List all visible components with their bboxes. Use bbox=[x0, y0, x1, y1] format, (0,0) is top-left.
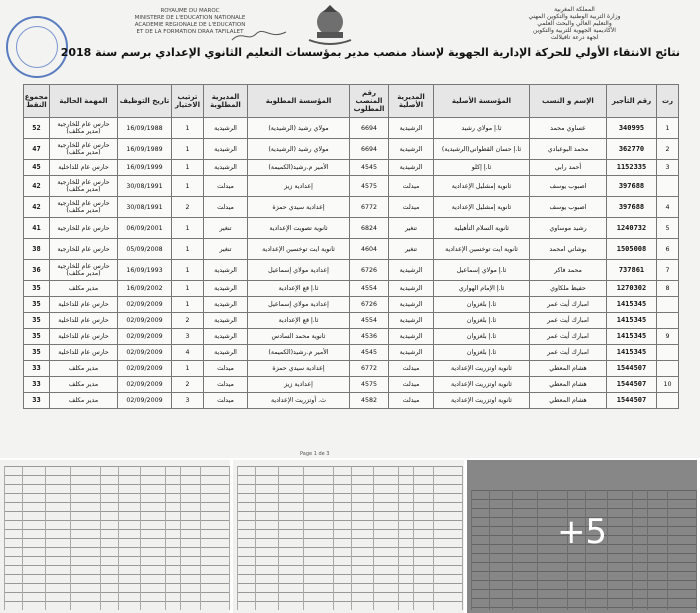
current-task: حارس عام للخارجية (مدير مكلف) bbox=[50, 197, 118, 218]
origin-directorate: ميدلت bbox=[389, 361, 434, 377]
requested-directorate: الرشيدية bbox=[204, 345, 248, 361]
total-points: 45 bbox=[24, 160, 50, 176]
salary-number: 1415345 bbox=[607, 345, 657, 361]
salary-number: 397688 bbox=[607, 197, 657, 218]
total-points: 35 bbox=[24, 329, 50, 345]
origin-school: ثانوية اوتزريت الإعدادية bbox=[434, 361, 530, 377]
table-row bbox=[24, 329, 679, 345]
choice-order: 4 bbox=[172, 345, 204, 361]
header-left-line: MINISTERE DE L'EDUCATION NATIONALE bbox=[134, 15, 246, 21]
row-number: 1 bbox=[657, 118, 679, 139]
total-points: 36 bbox=[24, 260, 50, 281]
table-row bbox=[24, 260, 679, 281]
requested-directorate: الرشيدية bbox=[204, 297, 248, 313]
origin-directorate: ميدلت bbox=[389, 197, 434, 218]
salary-number: 1415345 bbox=[607, 313, 657, 329]
choice-order: 2 bbox=[172, 313, 204, 329]
full-name: اصبوب يوسف bbox=[530, 197, 607, 218]
total-points: 35 bbox=[24, 313, 50, 329]
salary-number: 1240732 bbox=[607, 218, 657, 239]
salary-number: 1544507 bbox=[607, 377, 657, 393]
current-task: مدير مكلف bbox=[50, 361, 118, 377]
origin-directorate: الرشيدية bbox=[389, 297, 434, 313]
requested-school: ثا.إ قع الإعدادية bbox=[248, 313, 350, 329]
hiring-date: 02/09/2009 bbox=[118, 345, 172, 361]
total-points: 35 bbox=[24, 281, 50, 297]
post-number: 6726 bbox=[350, 297, 389, 313]
row-number: 4 bbox=[657, 197, 679, 218]
photo-gallery bbox=[0, 460, 700, 613]
row-number: 3 bbox=[657, 160, 679, 176]
hiring-date: 16/09/2002 bbox=[118, 281, 172, 297]
requested-school: الأمير م.رشيد(الكميمة) bbox=[248, 345, 350, 361]
current-task: حارس عام للخارجية (مدير مكلف) bbox=[50, 176, 118, 197]
salary-number: 1152335 bbox=[607, 160, 657, 176]
hiring-date: 30/08/1991 bbox=[118, 176, 172, 197]
origin-school: ثانوية إمشليل الإعدادية bbox=[434, 176, 530, 197]
row-number bbox=[657, 345, 679, 361]
column-header: المؤسسة المطلوبة bbox=[248, 85, 350, 118]
gallery-thumbnail[interactable] bbox=[233, 460, 467, 613]
choice-order: 1 bbox=[172, 118, 204, 139]
choice-order: 1 bbox=[172, 176, 204, 197]
origin-directorate: الرشيدية bbox=[389, 345, 434, 361]
post-number: 6772 bbox=[350, 197, 389, 218]
column-header: المؤسسة الأصلية bbox=[434, 85, 530, 118]
choice-order: 1 bbox=[172, 160, 204, 176]
column-header: الإسم و النسب bbox=[530, 85, 607, 118]
total-points: 52 bbox=[24, 118, 50, 139]
post-number: 6772 bbox=[350, 361, 389, 377]
results-table bbox=[23, 84, 679, 409]
salary-number: 1505008 bbox=[607, 239, 657, 260]
origin-school: ثا.إ إكلو bbox=[434, 160, 530, 176]
table-row bbox=[24, 313, 679, 329]
current-task: حارس عام للخارجية (مدير مكلف) bbox=[50, 139, 118, 160]
full-name: بوشاتي امحمد bbox=[530, 239, 607, 260]
origin-school: ثا.إ مولاي رشيد bbox=[434, 118, 530, 139]
hiring-date: 02/09/2009 bbox=[118, 329, 172, 345]
table-row bbox=[24, 218, 679, 239]
current-task: حارس عام للخارجية (مدير مكلف) bbox=[50, 260, 118, 281]
origin-school: ثانوية السلام التأهيلية bbox=[434, 218, 530, 239]
origin-school: ثا.إ حسان القطواني(الرشيدية) bbox=[434, 139, 530, 160]
current-task: حارس عام للخارجية bbox=[50, 218, 118, 239]
requested-directorate: ميدلت bbox=[204, 361, 248, 377]
total-points: 35 bbox=[24, 345, 50, 361]
post-number: 6694 bbox=[350, 118, 389, 139]
current-task: حارس عام للداخلية bbox=[50, 345, 118, 361]
requested-school: إعدادية مولاي إسماعيل bbox=[248, 297, 350, 313]
hiring-date: 16/09/1993 bbox=[118, 260, 172, 281]
total-points: 38 bbox=[24, 239, 50, 260]
post-number: 4554 bbox=[350, 281, 389, 297]
header-right bbox=[457, 6, 692, 41]
hiring-date: 16/09/1988 bbox=[118, 118, 172, 139]
row-number: 9 bbox=[657, 329, 679, 345]
salary-number: 397688 bbox=[607, 176, 657, 197]
current-task: مدير مكلف bbox=[50, 393, 118, 409]
row-number bbox=[657, 313, 679, 329]
requested-directorate: الرشيدية bbox=[204, 313, 248, 329]
header-left-line: ACADEMIE REGIONALE DE L'EDUCATION bbox=[134, 22, 246, 28]
origin-directorate: الرشيدية bbox=[389, 281, 434, 297]
row-number: 2 bbox=[657, 139, 679, 160]
full-name: هشام المعطي bbox=[530, 377, 607, 393]
requested-directorate: ميدلت bbox=[204, 393, 248, 409]
origin-directorate: الرشيدية bbox=[389, 160, 434, 176]
post-number: 4545 bbox=[350, 345, 389, 361]
signature bbox=[230, 28, 290, 44]
requested-directorate: تنغير bbox=[204, 239, 248, 260]
row-number: 7 bbox=[657, 260, 679, 281]
table-row bbox=[24, 297, 679, 313]
origin-directorate: الرشيدية bbox=[389, 118, 434, 139]
current-task: حارس عام للخارجية (مدير مكلف) bbox=[50, 118, 118, 139]
full-name: امبارك أيت عمر bbox=[530, 329, 607, 345]
salary-number: 1415345 bbox=[607, 329, 657, 345]
full-name: امبارك أيت عمر bbox=[530, 345, 607, 361]
requested-directorate: الرشيدية bbox=[204, 329, 248, 345]
official-stamp bbox=[6, 16, 68, 78]
choice-order: 1 bbox=[172, 260, 204, 281]
table-row bbox=[24, 139, 679, 160]
total-points: 42 bbox=[24, 197, 50, 218]
column-header: المهمة الحالية bbox=[50, 85, 118, 118]
salary-number: 1544507 bbox=[607, 361, 657, 377]
choice-order: 3 bbox=[172, 329, 204, 345]
header-right-line: لجهة درعة تافيلالت bbox=[550, 34, 599, 41]
full-name: امبارك أيت عمر bbox=[530, 313, 607, 329]
page-number: Page 1 de 3 bbox=[300, 451, 330, 457]
origin-directorate: ميدلت bbox=[389, 393, 434, 409]
row-number: 5 bbox=[657, 218, 679, 239]
hiring-date: 05/09/2008 bbox=[118, 239, 172, 260]
requested-school: إعدادية سيدي حمزة bbox=[248, 197, 350, 218]
total-points: 47 bbox=[24, 139, 50, 160]
requested-school: إعدادية زيز bbox=[248, 176, 350, 197]
hiring-date: 02/09/2009 bbox=[118, 377, 172, 393]
full-name: عساوي محمد bbox=[530, 118, 607, 139]
choice-order: 2 bbox=[172, 197, 204, 218]
column-header: المديرية المطلوبة bbox=[204, 85, 248, 118]
origin-school: ثا.إ بلغزوان bbox=[434, 297, 530, 313]
choice-order: 1 bbox=[172, 239, 204, 260]
choice-order: 2 bbox=[172, 377, 204, 393]
row-number bbox=[657, 297, 679, 313]
origin-directorate: الرشيدية bbox=[389, 329, 434, 345]
row-number: 6 bbox=[657, 239, 679, 260]
requested-directorate: الرشيدية bbox=[204, 260, 248, 281]
requested-school: ثانوية محمد السادس bbox=[248, 329, 350, 345]
column-header: مجموع النقط bbox=[24, 85, 50, 118]
requested-directorate: الرشيدية bbox=[204, 118, 248, 139]
document-title: نتائج الانتقاء الأولي للحركة الإدارية الجهوية لإسناد منصب مدير بمؤسسات التعليم الثانوي الإعدادي برسم سنة 2018 bbox=[60, 46, 680, 59]
requested-directorate: تنغير bbox=[204, 218, 248, 239]
origin-school: ثا.إ بلغزوان bbox=[434, 313, 530, 329]
requested-school: ثانوية تصويت الإعدادية bbox=[248, 218, 350, 239]
requested-school: الأمير م.رشيد(الكميمة) bbox=[248, 160, 350, 176]
origin-directorate: تنغير bbox=[389, 239, 434, 260]
requested-directorate: ميدلت bbox=[204, 197, 248, 218]
total-points: 41 bbox=[24, 218, 50, 239]
salary-number: 340995 bbox=[607, 118, 657, 139]
row-number bbox=[657, 176, 679, 197]
post-number: 4545 bbox=[350, 160, 389, 176]
post-number: 4554 bbox=[350, 313, 389, 329]
table-row bbox=[24, 393, 679, 409]
full-name: هشام المعطي bbox=[530, 393, 607, 409]
origin-school: ثا.إ بلغزوان bbox=[434, 329, 530, 345]
salary-number: 1270302 bbox=[607, 281, 657, 297]
post-number: 4575 bbox=[350, 176, 389, 197]
hiring-date: 16/09/1989 bbox=[118, 139, 172, 160]
table-row bbox=[24, 118, 679, 139]
header-right-line: الأكاديمية الجهوية للتربية والتكوين bbox=[533, 27, 616, 34]
requested-school: إعدادية زيز bbox=[248, 377, 350, 393]
origin-school: ثا.إ مولاي إسماعيل bbox=[434, 260, 530, 281]
requested-school: مولاي رشيد (الرشيدية) bbox=[248, 118, 350, 139]
header-right-line: المملكة المغربية bbox=[554, 6, 595, 13]
hiring-date: 16/09/1999 bbox=[118, 160, 172, 176]
requested-directorate: الرشيدية bbox=[204, 139, 248, 160]
requested-directorate: ميدلت bbox=[204, 377, 248, 393]
origin-school: ثانوية اوتزريت الإعدادية bbox=[434, 393, 530, 409]
total-points: 42 bbox=[24, 176, 50, 197]
full-name: هشام المعطي bbox=[530, 361, 607, 377]
row-number: 8 bbox=[657, 281, 679, 297]
choice-order: 1 bbox=[172, 281, 204, 297]
origin-school: ثانوية اوتزريت الإعدادية bbox=[434, 377, 530, 393]
column-header: رقم التأجير bbox=[607, 85, 657, 118]
current-task: مدير مكلف bbox=[50, 281, 118, 297]
origin-directorate: الرشيدية bbox=[389, 260, 434, 281]
total-points: 35 bbox=[24, 297, 50, 313]
requested-directorate: ميدلت bbox=[204, 176, 248, 197]
full-name: أحمد رابي bbox=[530, 160, 607, 176]
hiring-date: 06/09/2001 bbox=[118, 218, 172, 239]
post-number: 6726 bbox=[350, 260, 389, 281]
requested-school: ثانوية ايت توخسين الإعدادية bbox=[248, 239, 350, 260]
requested-school: إعدادية سيدي حمزة bbox=[248, 361, 350, 377]
choice-order: 1 bbox=[172, 361, 204, 377]
table-row bbox=[24, 361, 679, 377]
column-header: تاريخ التوظيف bbox=[118, 85, 172, 118]
salary-number: 1544507 bbox=[607, 393, 657, 409]
hiring-date: 02/09/2009 bbox=[118, 297, 172, 313]
post-number: 4575 bbox=[350, 377, 389, 393]
full-name: اصبوب يوسف bbox=[530, 176, 607, 197]
hiring-date: 30/08/1991 bbox=[118, 197, 172, 218]
column-header: رقم المنصب المطلوب bbox=[350, 85, 389, 118]
table-row bbox=[24, 160, 679, 176]
table-row bbox=[24, 176, 679, 197]
origin-directorate: تنغير bbox=[389, 218, 434, 239]
table-row bbox=[24, 239, 679, 260]
origin-school: ثا.إ الإمام الهواري bbox=[434, 281, 530, 297]
current-task: حارس عام للخارجية bbox=[50, 239, 118, 260]
origin-directorate: ميدلت bbox=[389, 176, 434, 197]
table-row bbox=[24, 197, 679, 218]
origin-directorate: ميدلت bbox=[389, 377, 434, 393]
post-number: 4536 bbox=[350, 329, 389, 345]
requested-school: مولاي رشيد (الرشيدية) bbox=[248, 139, 350, 160]
more-photos-count: +5 bbox=[556, 512, 608, 552]
column-header: ترتيب الاختيار bbox=[172, 85, 204, 118]
requested-school: ثا.إ قع الإعدادية bbox=[248, 281, 350, 297]
requested-directorate: الرشيدية bbox=[204, 281, 248, 297]
choice-order: 1 bbox=[172, 139, 204, 160]
row-number bbox=[657, 393, 679, 409]
choice-order: 1 bbox=[172, 218, 204, 239]
hiring-date: 02/09/2009 bbox=[118, 361, 172, 377]
post-number: 4604 bbox=[350, 239, 389, 260]
column-header: المديرية الأصلية bbox=[389, 85, 434, 118]
total-points: 33 bbox=[24, 361, 50, 377]
table-row bbox=[24, 377, 679, 393]
full-name: رشيد موساوي bbox=[530, 218, 607, 239]
origin-school: ثانوية إمشليل الإعدادية bbox=[434, 197, 530, 218]
hiring-date: 02/09/2009 bbox=[118, 313, 172, 329]
current-task: حارس عام للداخلية bbox=[50, 329, 118, 345]
origin-school: ثانوية ايت توخسين الإعدادية bbox=[434, 239, 530, 260]
column-header: رت bbox=[657, 85, 679, 118]
salary-number: 1415345 bbox=[607, 297, 657, 313]
requested-school: إعدادية مولاي إسماعيل bbox=[248, 260, 350, 281]
post-number: 6824 bbox=[350, 218, 389, 239]
requested-school: ث. أوتزريت الإعدادية bbox=[248, 393, 350, 409]
gallery-thumbnail[interactable] bbox=[0, 460, 233, 613]
header-right-line: وزارة التربية الوطنية والتكوين المهني bbox=[528, 13, 621, 20]
salary-number: 362770 bbox=[607, 139, 657, 160]
salary-number: 737861 bbox=[607, 260, 657, 281]
header-left-line: ET DE LA FORMATION DRAA TAFILALET bbox=[136, 29, 244, 35]
total-points: 33 bbox=[24, 377, 50, 393]
post-number: 4582 bbox=[350, 393, 389, 409]
hiring-date: 02/09/2009 bbox=[118, 393, 172, 409]
table-header-row bbox=[24, 85, 679, 118]
origin-directorate: الرشيدية bbox=[389, 313, 434, 329]
current-task: مدير مكلف bbox=[50, 377, 118, 393]
requested-directorate: الرشيدية bbox=[204, 160, 248, 176]
full-name: محمد فاكر bbox=[530, 260, 607, 281]
header-left-line: ROYAUME DU MAROC bbox=[160, 8, 220, 14]
header-right-line: والتعليم العالي والبحث العلمي bbox=[537, 20, 612, 27]
current-task: حارس عام للداخلية bbox=[50, 160, 118, 176]
choice-order: 1 bbox=[172, 297, 204, 313]
current-task: حارس عام للداخلية bbox=[50, 313, 118, 329]
total-points: 33 bbox=[24, 393, 50, 409]
gallery-thumbnail-more[interactable] bbox=[467, 460, 700, 613]
table-row bbox=[24, 345, 679, 361]
choice-order: 3 bbox=[172, 393, 204, 409]
full-name: حفيظ ملكاوي bbox=[530, 281, 607, 297]
table-row bbox=[24, 281, 679, 297]
origin-school: ثا.إ بلغزوان bbox=[434, 345, 530, 361]
row-number: 10 bbox=[657, 377, 679, 393]
current-task: حارس عام للداخلية bbox=[50, 297, 118, 313]
royal-emblem-icon bbox=[303, 2, 357, 46]
full-name: محمد البوعبادي bbox=[530, 139, 607, 160]
row-number bbox=[657, 361, 679, 377]
post-number: 6694 bbox=[350, 139, 389, 160]
origin-directorate: الرشيدية bbox=[389, 139, 434, 160]
full-name: امبارك أيت عمر bbox=[530, 297, 607, 313]
